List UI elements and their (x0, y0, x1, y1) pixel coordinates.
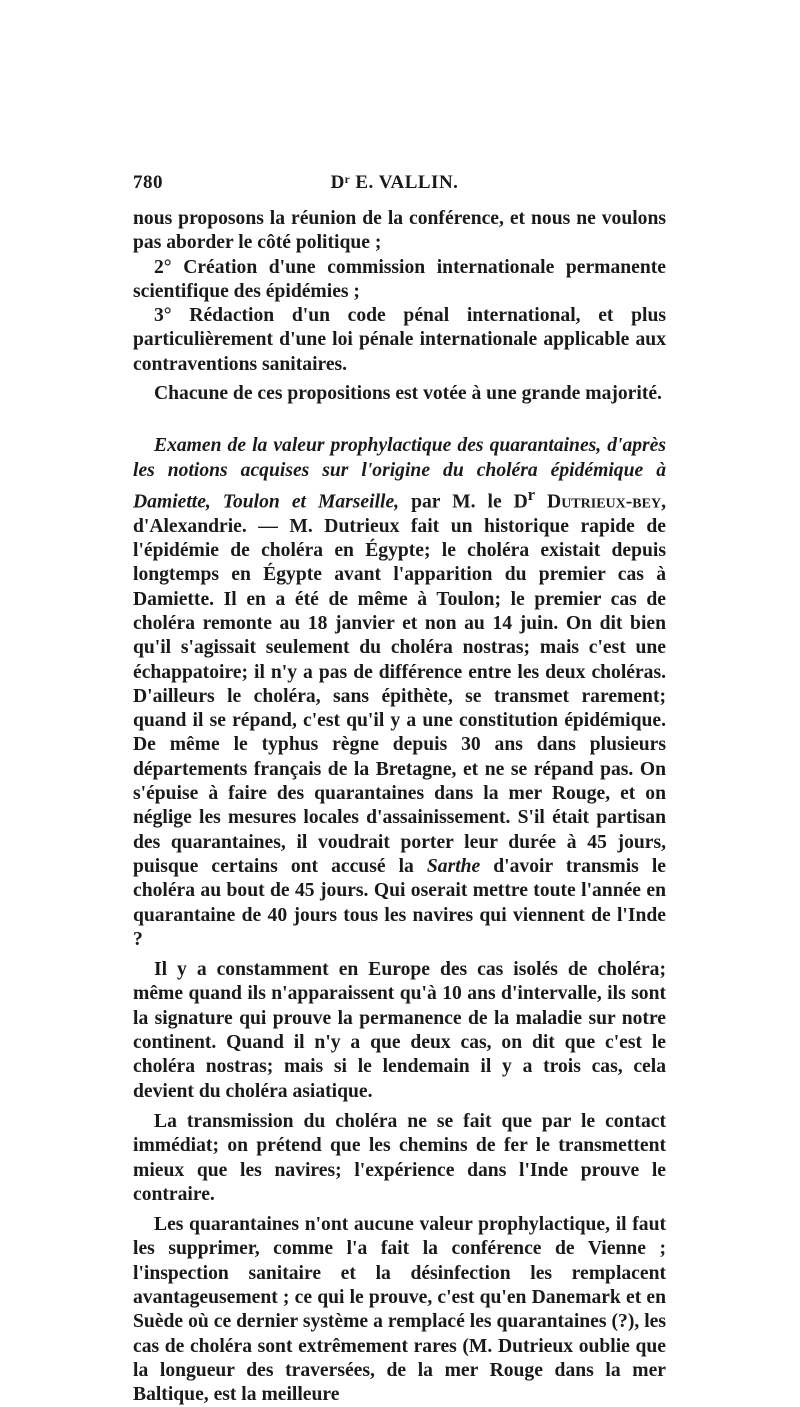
section-body-end: d'avoir transmis le choléra au bout de 45 jours. Qui oserait mettre toute l'année en quarantaine de 40 jours tous les navires qui viennent de l'Inde ? (133, 855, 666, 950)
list-item-commission: 2° Création d'une commission internationale permanente scientifique des épidémies ; (133, 256, 666, 302)
section-title: Examen de la valeur prophylactique des quarantaines, d'après les notions acquises sur l'origine du choléra épidémique à Damiette, Toulon et Marseille, (133, 435, 666, 513)
vote-paragraph: Chacune de ces propositions est votée à une grande majorité. (154, 383, 662, 405)
running-head (133, 172, 666, 202)
sarthe-italic: Sarthe (426, 855, 481, 877)
paragraph-transmission: La transmission du choléra ne se fait que par le contact immédiat; on prétend que les chemins de fer le transmettent mieux que les navires; l'expérience dans l'Inde prouve le contraire. (133, 1110, 666, 1205)
text-column (133, 172, 666, 1407)
section-author-place: , d'Alexandrie. (133, 491, 666, 537)
section-paragraph (133, 434, 666, 952)
running-head-author: Dʳ E. VALLIN. (330, 172, 459, 193)
section-byline-sup: r (527, 484, 536, 504)
section-byline: par M. le D (399, 491, 528, 513)
list-item-penal-code: 3° Rédaction d'un code pénal international, et plus particulièrement d'une loi pénale internationale applicable aux contraventions sanitaires. (133, 305, 666, 375)
page-number: 780 (133, 172, 163, 193)
body-text (133, 207, 666, 1407)
paragraph-quarantines: Les quarantaines n'ont aucune valeur prophylactique, il faut les supprimer, comme l'a fait la conférence de Vienne ; l'inspection sanitaire et la désinfection les remplacent avantageusement ; ce qui le prouve, c'est qu'en Danemark et en Suède où ce dernier système a remplacé les quarantaines (?), les cas de choléra sont extrêmement rares (M. Dutrieux oublie que la longueur des traversées, de la mer Rouge dans la mer Baltique, est la meilleure (133, 1214, 666, 1406)
paragraph-continuation: nous proposons la réunion de la conférence, et nous ne voulons pas aborder le côté politique ; (133, 208, 666, 254)
paragraph-isolated-cases: Il y a constamment en Europe des cas isolés de choléra; même quand ils n'apparaissent qu'à 10 ans d'intervalle, ils sont la signature qui prouve la permanence de la maladie sur notre continent. Quand il n'y a que deux cas, on dit que c'est le choléra nostras; mais si le lendemain il y a trois cas, cela devient du choléra asiatique. (133, 959, 666, 1102)
section-body-text: — M. Dutrieux fait un historique rapide de l'épidémie de choléra en Égypte; le choléra existait depuis longtemps en Égypte avant l'apparition du premier cas à Damiette. Il en a été de même à Toulon; le premier cas de choléra remonte au 18 janvier et non au 14 juin. On dit bien qu'il s'agissait seulement du choléra nostras; mais c'est une échappatoire; il n'y a pas de différence entre les deux choléras. D'ailleurs le choléra, sans épithète, se transmet rarement; quand il se répand, c'est qu'il y a une constitution épidémique. De même le typhus règne depuis 30 ans dans plusieurs départements français de la Bretagne, et ne se répand pas. On s'épuise à faire des quarantaines dans la mer Rouge, et on néglige les mesures locales d'assainissement. S'il était partisan des quarantaines, il voudrait porter leur durée à 45 jours, puisque certains ont accusé la (133, 515, 666, 877)
section-author-name: Dutrieux-bey (535, 491, 662, 513)
